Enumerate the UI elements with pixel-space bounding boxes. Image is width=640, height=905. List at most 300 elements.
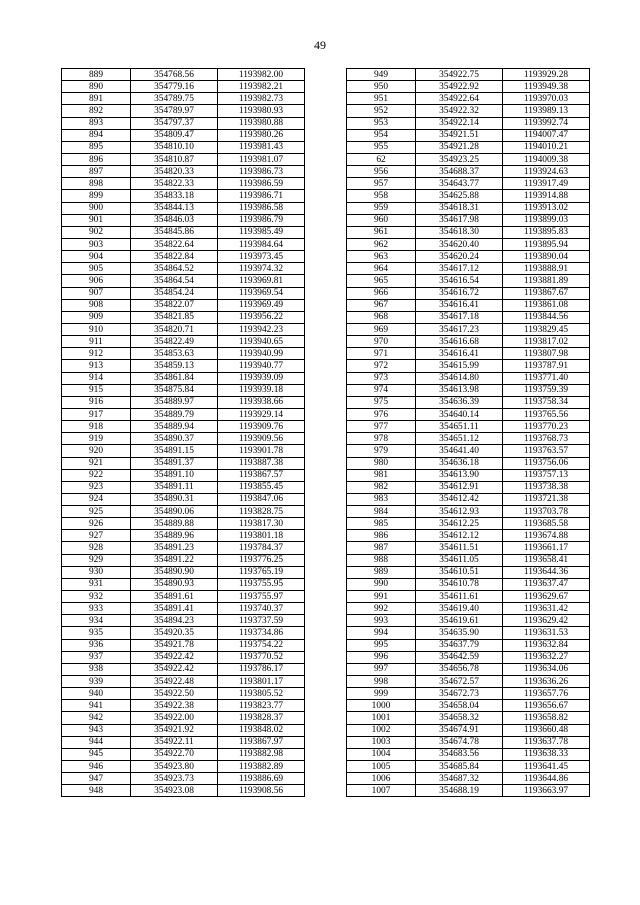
- point-number-cell: 954: [347, 129, 416, 141]
- point-number-cell: 920: [62, 445, 131, 457]
- table-row: [62, 663, 305, 675]
- table-row: [62, 214, 305, 226]
- table-row: [62, 129, 305, 141]
- table-row: [347, 117, 590, 129]
- y-coordinate-cell: 1193638.33: [503, 748, 590, 760]
- point-number-cell: 929: [62, 554, 131, 566]
- point-number-cell: 991: [347, 591, 416, 603]
- y-coordinate-cell: 1193629.67: [503, 591, 590, 603]
- table-row: [347, 153, 590, 165]
- point-number-cell: 937: [62, 651, 131, 663]
- x-coordinate-cell: 354617.12: [416, 263, 503, 275]
- point-number-cell: 1003: [347, 736, 416, 748]
- y-coordinate-cell: 1193861.08: [503, 299, 590, 311]
- x-coordinate-cell: 354891.10: [131, 469, 218, 481]
- table-row: [347, 287, 590, 299]
- table-row: [62, 69, 305, 81]
- y-coordinate-cell: 1193737.59: [218, 615, 305, 627]
- y-coordinate-cell: 1193855.45: [218, 481, 305, 493]
- table-row: [62, 117, 305, 129]
- point-number-cell: 921: [62, 457, 131, 469]
- point-number-cell: 903: [62, 238, 131, 250]
- table-row: [62, 141, 305, 153]
- x-coordinate-cell: 354845.86: [131, 226, 218, 238]
- table-row: [347, 627, 590, 639]
- point-number-cell: 966: [347, 287, 416, 299]
- table-row: [347, 700, 590, 712]
- x-coordinate-cell: 354875.84: [131, 384, 218, 396]
- x-coordinate-cell: 354617.23: [416, 323, 503, 335]
- table-row: [62, 591, 305, 603]
- x-coordinate-cell: 354822.84: [131, 251, 218, 263]
- y-coordinate-cell: 1193882.89: [218, 761, 305, 773]
- table-row: [347, 202, 590, 214]
- x-coordinate-cell: 354614.80: [416, 372, 503, 384]
- x-coordinate-cell: 354618.30: [416, 226, 503, 238]
- x-coordinate-cell: 354625.88: [416, 190, 503, 202]
- table-row: [347, 688, 590, 700]
- x-coordinate-cell: 354922.92: [416, 81, 503, 93]
- y-coordinate-cell: 1193982.00: [218, 69, 305, 81]
- table-row: [347, 566, 590, 578]
- table-row: [62, 676, 305, 688]
- point-number-cell: 994: [347, 627, 416, 639]
- point-number-cell: 950: [347, 81, 416, 93]
- y-coordinate-cell: 1193942.23: [218, 323, 305, 335]
- table-row: [347, 530, 590, 542]
- x-coordinate-cell: 354612.12: [416, 530, 503, 542]
- x-coordinate-cell: 354864.52: [131, 263, 218, 275]
- table-row: [347, 785, 590, 797]
- y-coordinate-cell: 1193986.73: [218, 166, 305, 178]
- y-coordinate-cell: 1193986.58: [218, 202, 305, 214]
- point-number-cell: 912: [62, 348, 131, 360]
- x-coordinate-cell: 354688.37: [416, 166, 503, 178]
- x-coordinate-cell: 354922.32: [416, 105, 503, 117]
- y-coordinate-cell: 1193895.94: [503, 238, 590, 250]
- table-row: [62, 578, 305, 590]
- point-number-cell: 970: [347, 336, 416, 348]
- x-coordinate-cell: 354820.71: [131, 323, 218, 335]
- point-number-cell: 896: [62, 153, 131, 165]
- x-coordinate-cell: 354891.22: [131, 554, 218, 566]
- table-row: [62, 554, 305, 566]
- point-number-cell: 905: [62, 263, 131, 275]
- x-coordinate-cell: 354859.13: [131, 360, 218, 372]
- x-coordinate-cell: 354612.42: [416, 493, 503, 505]
- point-number-cell: 961: [347, 226, 416, 238]
- y-coordinate-cell: 1193982.21: [218, 81, 305, 93]
- y-coordinate-cell: 1193685.58: [503, 518, 590, 530]
- point-number-cell: 977: [347, 421, 416, 433]
- table-row: [62, 287, 305, 299]
- y-coordinate-cell: 1193738.38: [503, 481, 590, 493]
- y-coordinate-cell: 1193887.38: [218, 457, 305, 469]
- y-coordinate-cell: 1193823.77: [218, 700, 305, 712]
- table-row: [347, 773, 590, 785]
- point-number-cell: 943: [62, 724, 131, 736]
- table-row: [347, 323, 590, 335]
- x-coordinate-cell: 354889.97: [131, 396, 218, 408]
- x-coordinate-cell: 354922.14: [416, 117, 503, 129]
- point-number-cell: 951: [347, 93, 416, 105]
- y-coordinate-cell: 1194007.47: [503, 129, 590, 141]
- y-coordinate-cell: 1193634.06: [503, 663, 590, 675]
- x-coordinate-cell: 354922.48: [131, 676, 218, 688]
- point-number-cell: 942: [62, 712, 131, 724]
- point-number-cell: 895: [62, 141, 131, 153]
- x-coordinate-cell: 354922.42: [131, 663, 218, 675]
- x-coordinate-cell: 354922.50: [131, 688, 218, 700]
- y-coordinate-cell: 1193637.78: [503, 736, 590, 748]
- y-coordinate-cell: 1193631.53: [503, 627, 590, 639]
- x-coordinate-cell: 354620.24: [416, 251, 503, 263]
- point-number-cell: 916: [62, 396, 131, 408]
- point-number-cell: 906: [62, 275, 131, 287]
- point-number-cell: 993: [347, 615, 416, 627]
- x-coordinate-cell: 354820.33: [131, 166, 218, 178]
- table-row: [347, 481, 590, 493]
- point-number-cell: 936: [62, 639, 131, 651]
- point-number-cell: 915: [62, 384, 131, 396]
- x-coordinate-cell: 354822.33: [131, 178, 218, 190]
- table-row: [62, 433, 305, 445]
- table-row: [347, 603, 590, 615]
- x-coordinate-cell: 354612.91: [416, 481, 503, 493]
- x-coordinate-cell: 354610.78: [416, 578, 503, 590]
- point-number-cell: 979: [347, 445, 416, 457]
- x-coordinate-cell: 354620.40: [416, 238, 503, 250]
- y-coordinate-cell: 1193939.09: [218, 372, 305, 384]
- x-coordinate-cell: 354797.37: [131, 117, 218, 129]
- point-number-cell: 965: [347, 275, 416, 287]
- table-row: [347, 336, 590, 348]
- y-coordinate-cell: 1193888.91: [503, 263, 590, 275]
- table-row: [347, 93, 590, 105]
- point-number-cell: 922: [62, 469, 131, 481]
- table-row: [62, 724, 305, 736]
- table-row: [347, 396, 590, 408]
- x-coordinate-cell: 354789.97: [131, 105, 218, 117]
- point-number-cell: 996: [347, 651, 416, 663]
- x-coordinate-cell: 354891.23: [131, 542, 218, 554]
- table-row: [347, 263, 590, 275]
- y-coordinate-cell: 1193801.17: [218, 676, 305, 688]
- y-coordinate-cell: 1193828.75: [218, 506, 305, 518]
- x-coordinate-cell: 354619.61: [416, 615, 503, 627]
- table-row: [347, 542, 590, 554]
- x-coordinate-cell: 354889.88: [131, 518, 218, 530]
- y-coordinate-cell: 1193986.79: [218, 214, 305, 226]
- point-number-cell: 890: [62, 81, 131, 93]
- point-number-cell: 913: [62, 360, 131, 372]
- y-coordinate-cell: 1193663.97: [503, 785, 590, 797]
- table-row: [62, 651, 305, 663]
- y-coordinate-cell: 1193890.04: [503, 251, 590, 263]
- table-row: [347, 105, 590, 117]
- table-row: [347, 275, 590, 287]
- y-coordinate-cell: 1193981.07: [218, 153, 305, 165]
- table-row: [347, 493, 590, 505]
- x-coordinate-cell: 354611.51: [416, 542, 503, 554]
- point-number-cell: 960: [347, 214, 416, 226]
- table-row: [62, 384, 305, 396]
- table-row: [347, 372, 590, 384]
- table-row: [347, 311, 590, 323]
- point-number-cell: 946: [62, 761, 131, 773]
- x-coordinate-cell: 354920.35: [131, 627, 218, 639]
- y-coordinate-cell: 1193899.03: [503, 214, 590, 226]
- point-number-cell: 919: [62, 433, 131, 445]
- x-coordinate-cell: 354617.18: [416, 311, 503, 323]
- x-coordinate-cell: 354922.70: [131, 748, 218, 760]
- y-coordinate-cell: 1193982.73: [218, 93, 305, 105]
- table-row: [347, 591, 590, 603]
- point-number-cell: 902: [62, 226, 131, 238]
- y-coordinate-cell: 1193770.23: [503, 421, 590, 433]
- y-coordinate-cell: 1193917.49: [503, 178, 590, 190]
- point-number-cell: 904: [62, 251, 131, 263]
- table-row: [62, 773, 305, 785]
- y-coordinate-cell: 1193784.37: [218, 542, 305, 554]
- point-number-cell: 999: [347, 688, 416, 700]
- table-row: [347, 736, 590, 748]
- y-coordinate-cell: 1193984.64: [218, 238, 305, 250]
- point-number-cell: 930: [62, 566, 131, 578]
- x-coordinate-cell: 354687.32: [416, 773, 503, 785]
- point-number-cell: 990: [347, 578, 416, 590]
- point-number-cell: 923: [62, 481, 131, 493]
- y-coordinate-cell: 1193969.54: [218, 287, 305, 299]
- x-coordinate-cell: 354891.37: [131, 457, 218, 469]
- table-row: [62, 627, 305, 639]
- x-coordinate-cell: 354821.85: [131, 311, 218, 323]
- point-number-cell: 949: [347, 69, 416, 81]
- table-row: [347, 360, 590, 372]
- y-coordinate-cell: 1193817.30: [218, 518, 305, 530]
- y-coordinate-cell: 1193641.45: [503, 761, 590, 773]
- y-coordinate-cell: 1193674.88: [503, 530, 590, 542]
- y-coordinate-cell: 1193940.99: [218, 348, 305, 360]
- y-coordinate-cell: 1193881.89: [503, 275, 590, 287]
- x-coordinate-cell: 354922.38: [131, 700, 218, 712]
- y-coordinate-cell: 1193909.76: [218, 421, 305, 433]
- table-row: [347, 457, 590, 469]
- point-number-cell: 957: [347, 178, 416, 190]
- table-row: [62, 360, 305, 372]
- table-row: [347, 421, 590, 433]
- point-number-cell: 926: [62, 518, 131, 530]
- point-number-cell: 985: [347, 518, 416, 530]
- y-coordinate-cell: 1193989.13: [503, 105, 590, 117]
- x-coordinate-cell: 354610.51: [416, 566, 503, 578]
- x-coordinate-cell: 354854.24: [131, 287, 218, 299]
- point-number-cell: 998: [347, 676, 416, 688]
- x-coordinate-cell: 354890.31: [131, 493, 218, 505]
- table-row: [62, 785, 305, 797]
- x-coordinate-cell: 354615.99: [416, 360, 503, 372]
- table-row: [62, 153, 305, 165]
- table-row: [347, 554, 590, 566]
- x-coordinate-cell: 354616.41: [416, 299, 503, 311]
- point-number-cell: 975: [347, 396, 416, 408]
- x-coordinate-cell: 354674.78: [416, 736, 503, 748]
- y-coordinate-cell: 1193656.67: [503, 700, 590, 712]
- x-coordinate-cell: 354616.41: [416, 348, 503, 360]
- x-coordinate-cell: 354890.90: [131, 566, 218, 578]
- x-coordinate-cell: 354636.39: [416, 396, 503, 408]
- x-coordinate-cell: 354635.90: [416, 627, 503, 639]
- point-number-cell: 988: [347, 554, 416, 566]
- point-number-cell: 924: [62, 493, 131, 505]
- x-coordinate-cell: 354672.57: [416, 676, 503, 688]
- y-coordinate-cell: 1193632.27: [503, 651, 590, 663]
- y-coordinate-cell: 1193740.37: [218, 603, 305, 615]
- x-coordinate-cell: 354617.98: [416, 214, 503, 226]
- y-coordinate-cell: 1193660.48: [503, 724, 590, 736]
- y-coordinate-cell: 1193771.40: [503, 372, 590, 384]
- x-coordinate-cell: 354890.93: [131, 578, 218, 590]
- table-row: [62, 190, 305, 202]
- point-number-cell: 1005: [347, 761, 416, 773]
- point-number-cell: 955: [347, 141, 416, 153]
- point-number-cell: 62: [347, 153, 416, 165]
- point-number-cell: 891: [62, 93, 131, 105]
- x-coordinate-cell: 354833.18: [131, 190, 218, 202]
- y-coordinate-cell: 1193969.49: [218, 299, 305, 311]
- y-coordinate-cell: 1193631.42: [503, 603, 590, 615]
- point-number-cell: 928: [62, 542, 131, 554]
- y-coordinate-cell: 1193765.19: [218, 566, 305, 578]
- y-coordinate-cell: 1193909.56: [218, 433, 305, 445]
- point-number-cell: 967: [347, 299, 416, 311]
- table-row: [62, 736, 305, 748]
- point-number-cell: 980: [347, 457, 416, 469]
- table-row: [347, 651, 590, 663]
- point-number-cell: 935: [62, 627, 131, 639]
- table-row: [62, 81, 305, 93]
- point-number-cell: 968: [347, 311, 416, 323]
- table-row: [62, 251, 305, 263]
- point-number-cell: 989: [347, 566, 416, 578]
- table-row: [62, 506, 305, 518]
- point-number-cell: 1007: [347, 785, 416, 797]
- table-row: [62, 336, 305, 348]
- x-coordinate-cell: 354651.11: [416, 421, 503, 433]
- x-coordinate-cell: 354923.25: [416, 153, 503, 165]
- table-row: [62, 748, 305, 760]
- x-coordinate-cell: 354922.11: [131, 736, 218, 748]
- y-coordinate-cell: 1193658.82: [503, 712, 590, 724]
- x-coordinate-cell: 354891.15: [131, 445, 218, 457]
- table-row: [347, 299, 590, 311]
- table-row: [347, 251, 590, 263]
- y-coordinate-cell: 1193786.17: [218, 663, 305, 675]
- y-coordinate-cell: 1193986.71: [218, 190, 305, 202]
- point-number-cell: 939: [62, 676, 131, 688]
- point-number-cell: 963: [347, 251, 416, 263]
- table-row: [62, 275, 305, 287]
- y-coordinate-cell: 1194009.38: [503, 153, 590, 165]
- y-coordinate-cell: 1193908.56: [218, 785, 305, 797]
- x-coordinate-cell: 354616.72: [416, 287, 503, 299]
- table-row: [347, 518, 590, 530]
- point-number-cell: 997: [347, 663, 416, 675]
- x-coordinate-cell: 354683.56: [416, 748, 503, 760]
- x-coordinate-cell: 354658.04: [416, 700, 503, 712]
- point-number-cell: 914: [62, 372, 131, 384]
- table-row: [62, 518, 305, 530]
- y-coordinate-cell: 1193938.66: [218, 396, 305, 408]
- table-row: [62, 469, 305, 481]
- x-coordinate-cell: 354674.91: [416, 724, 503, 736]
- x-coordinate-cell: 354922.64: [416, 93, 503, 105]
- point-number-cell: 940: [62, 688, 131, 700]
- y-coordinate-cell: 1193913.02: [503, 202, 590, 214]
- point-number-cell: 972: [347, 360, 416, 372]
- y-coordinate-cell: 1193867.97: [218, 736, 305, 748]
- y-coordinate-cell: 1193992.74: [503, 117, 590, 129]
- table-row: [347, 433, 590, 445]
- y-coordinate-cell: 1193973.45: [218, 251, 305, 263]
- table-row: [62, 263, 305, 275]
- x-coordinate-cell: 354891.11: [131, 481, 218, 493]
- y-coordinate-cell: 1193721.38: [503, 493, 590, 505]
- point-number-cell: 917: [62, 408, 131, 420]
- y-coordinate-cell: 1193763.57: [503, 445, 590, 457]
- table-row: [62, 396, 305, 408]
- x-coordinate-cell: 354637.79: [416, 639, 503, 651]
- point-number-cell: 1001: [347, 712, 416, 724]
- y-coordinate-cell: 1193949.38: [503, 81, 590, 93]
- table-row: [62, 688, 305, 700]
- x-coordinate-cell: 354889.96: [131, 530, 218, 542]
- table-row: [347, 615, 590, 627]
- point-number-cell: 899: [62, 190, 131, 202]
- point-number-cell: 948: [62, 785, 131, 797]
- x-coordinate-cell: 354822.64: [131, 238, 218, 250]
- table-row: [62, 202, 305, 214]
- x-coordinate-cell: 354612.25: [416, 518, 503, 530]
- point-number-cell: 941: [62, 700, 131, 712]
- y-coordinate-cell: 1193980.88: [218, 117, 305, 129]
- y-coordinate-cell: 1193703.78: [503, 506, 590, 518]
- table-row: [347, 748, 590, 760]
- point-number-cell: 889: [62, 69, 131, 81]
- y-coordinate-cell: 1193939.18: [218, 384, 305, 396]
- y-coordinate-cell: 1193848.02: [218, 724, 305, 736]
- y-coordinate-cell: 1194010.21: [503, 141, 590, 153]
- x-coordinate-cell: 354921.78: [131, 639, 218, 651]
- x-coordinate-cell: 354923.80: [131, 761, 218, 773]
- y-coordinate-cell: 1193770.52: [218, 651, 305, 663]
- y-coordinate-cell: 1193844.56: [503, 311, 590, 323]
- point-number-cell: 901: [62, 214, 131, 226]
- x-coordinate-cell: 354613.98: [416, 384, 503, 396]
- table-row: [347, 69, 590, 81]
- x-coordinate-cell: 354810.87: [131, 153, 218, 165]
- x-coordinate-cell: 354889.79: [131, 408, 218, 420]
- point-number-cell: 969: [347, 323, 416, 335]
- point-number-cell: 973: [347, 372, 416, 384]
- point-number-cell: 925: [62, 506, 131, 518]
- point-number-cell: 900: [62, 202, 131, 214]
- table-row: [62, 323, 305, 335]
- table-row: [62, 311, 305, 323]
- x-coordinate-cell: 354844.13: [131, 202, 218, 214]
- y-coordinate-cell: 1193882.98: [218, 748, 305, 760]
- table-row: [62, 542, 305, 554]
